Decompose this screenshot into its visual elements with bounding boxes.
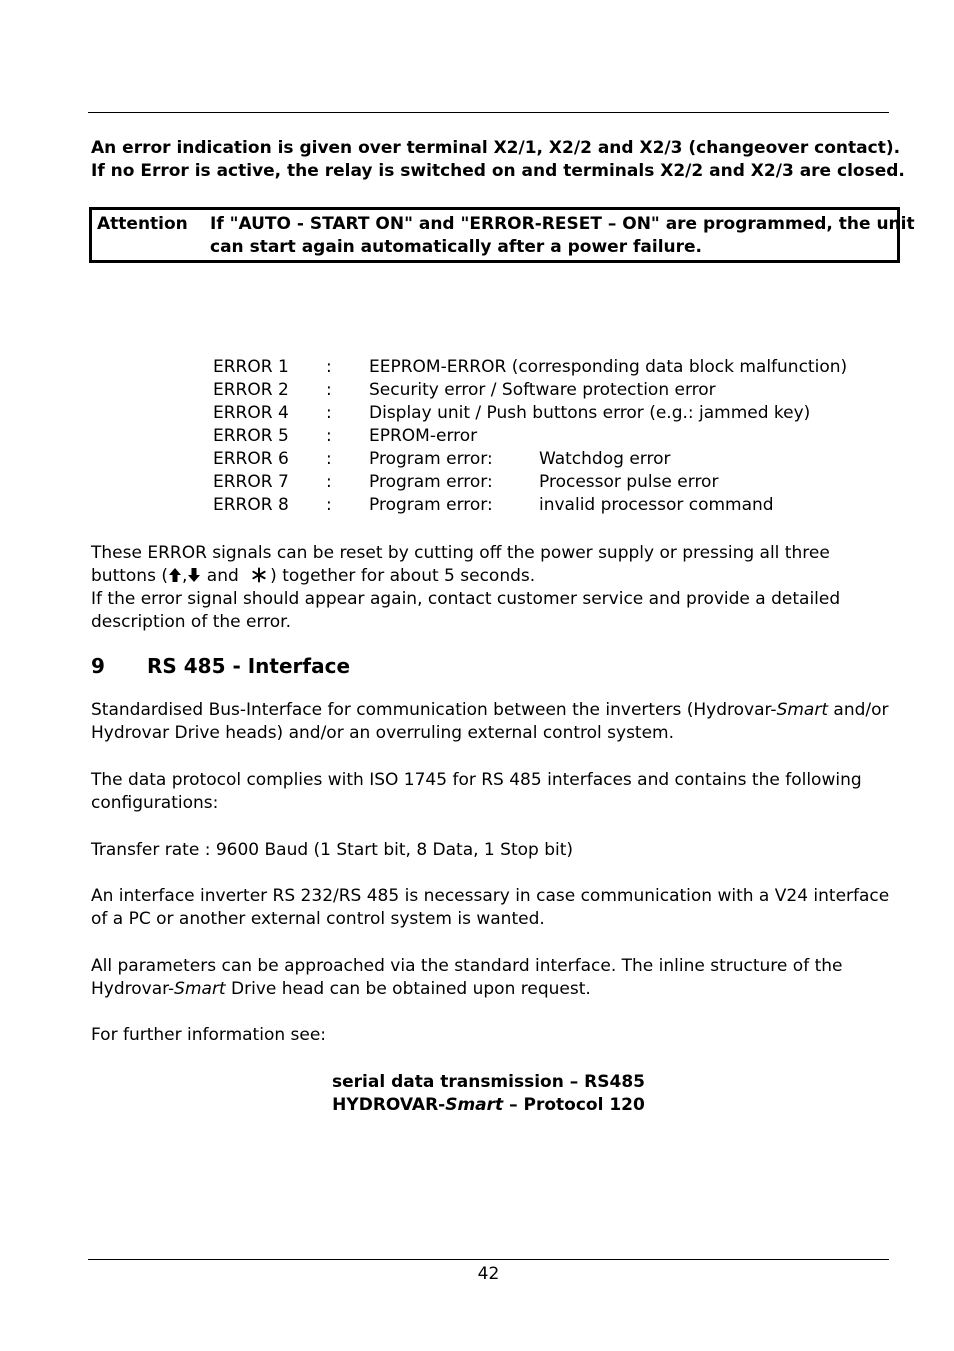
- error-detail: invalid processor command: [539, 495, 774, 515]
- error-detail: Processor pulse error: [539, 472, 719, 492]
- page-number: 42: [477, 1264, 500, 1284]
- p1-text-end: and/or: [828, 700, 889, 720]
- error-description: Security error / Software protection error: [369, 380, 716, 400]
- error-separator: :: [326, 449, 332, 469]
- error-description: Program error:: [369, 495, 493, 515]
- reference-line-2: [88, 1094, 889, 1117]
- p4-line-2: of a PC or another external control system is wanted.: [91, 909, 545, 929]
- p2-line-1: The data protocol complies with ISO 1745 for RS 485 interfaces and contains the following: [91, 770, 862, 790]
- reset-line-4: description of the error.: [91, 612, 292, 632]
- error-code: ERROR 8: [213, 495, 289, 515]
- section-title: RS 485 - Interface: [147, 654, 351, 678]
- reference-block: [88, 1071, 889, 1117]
- p5-text-end: Drive head can be obtained upon request.: [225, 979, 591, 999]
- header-rule: [88, 112, 889, 113]
- error-code: ERROR 1: [213, 357, 289, 377]
- error-code: ERROR 2: [213, 380, 289, 400]
- error-separator: :: [326, 357, 332, 377]
- error-detail: Watchdog error: [539, 449, 671, 469]
- error-code: ERROR 7: [213, 472, 289, 492]
- reset-line-2-post: ) together for about 5 seconds.: [270, 566, 536, 586]
- reset-line-3: If the error signal should appear again, contact customer service and provide a detailed: [91, 589, 841, 609]
- asterisk-icon: [248, 567, 270, 583]
- p3-line: Transfer rate : 9600 Baud (1 Start bit, 8 Data, 1 Stop bit): [91, 840, 574, 860]
- section-number: 9: [91, 654, 105, 678]
- arrow-up-icon: [168, 567, 182, 583]
- error-separator: :: [326, 472, 332, 492]
- transfer-rate-paragraph: [91, 839, 906, 862]
- section-heading: [91, 655, 350, 678]
- p1-line-2: Hydrovar Drive heads) and/or an overruling external control system.: [91, 723, 675, 743]
- error-indication-intro: [91, 137, 911, 183]
- arrow-down-icon: [187, 567, 201, 583]
- reference-text-end: – Protocol 120: [503, 1095, 645, 1115]
- footer-rule: [88, 1259, 889, 1260]
- reset-line-2-pre: buttons (: [91, 566, 168, 586]
- intro-line-2: If no Error is active, the relay is switched on and terminals X2/2 and X2/3 are closed.: [91, 161, 905, 181]
- parameters-paragraph: [91, 955, 906, 1001]
- attention-label: Attention: [97, 214, 188, 234]
- further-info-paragraph: [91, 1024, 906, 1047]
- reference-line-1: serial data transmission – RS485: [332, 1072, 645, 1092]
- p5-italic: Smart: [174, 979, 226, 999]
- error-description: Display unit / Push buttons error (e.g.: jammed key): [369, 403, 811, 423]
- error-description: Program error:: [369, 449, 493, 469]
- error-description: EPROM-error: [369, 426, 478, 446]
- reference-text: HYDROVAR-: [332, 1095, 446, 1115]
- error-separator: :: [326, 380, 332, 400]
- p1-line-1: [91, 699, 906, 722]
- error-separator: :: [326, 426, 332, 446]
- error-description: EEPROM-ERROR (corresponding data block malfunction): [369, 357, 848, 377]
- intro-line-1: An error indication is given over terminal X2/1, X2/2 and X2/3 (changeover contact).: [91, 138, 901, 158]
- p1-text: Standardised Bus-Interface for communication between the inverters (Hydrovar-: [91, 700, 777, 720]
- p4-line-1: An interface inverter RS 232/RS 485 is necessary in case communication with a V24 interface: [91, 886, 890, 906]
- error-code: ERROR 5: [213, 426, 289, 446]
- reset-line-2: [91, 565, 906, 588]
- reset-paragraph: [91, 542, 906, 634]
- p2-line-2: configurations:: [91, 793, 219, 813]
- p5-line-1: All parameters can be approached via the standard interface. The inline structure of the: [91, 956, 843, 976]
- interface-inverter-paragraph: [91, 885, 906, 931]
- reference-italic: Smart: [445, 1095, 504, 1115]
- p5-text: Hydrovar-: [91, 979, 175, 999]
- bus-interface-paragraph: [91, 699, 906, 745]
- p6-line: For further information see:: [91, 1025, 327, 1045]
- error-separator: :: [326, 495, 332, 515]
- reset-comma: ,: [181, 566, 188, 586]
- protocol-paragraph: [91, 769, 906, 815]
- attention-line-2: can start again automatically after a power failure.: [210, 237, 702, 257]
- error-separator: :: [326, 403, 332, 423]
- attention-line-1: If "AUTO - START ON" and "ERROR-RESET – ON" are programmed, the unit: [210, 214, 915, 234]
- error-code: ERROR 6: [213, 449, 289, 469]
- error-code: ERROR 4: [213, 403, 289, 423]
- attention-box: [89, 207, 915, 263]
- p1-italic: Smart: [776, 700, 828, 720]
- attention-text: [210, 213, 915, 259]
- p5-line-2: [91, 978, 906, 1001]
- reset-and: and: [201, 566, 245, 586]
- error-description: Program error:: [369, 472, 493, 492]
- reset-line-1: These ERROR signals can be reset by cutting off the power supply or pressing all three: [91, 543, 830, 563]
